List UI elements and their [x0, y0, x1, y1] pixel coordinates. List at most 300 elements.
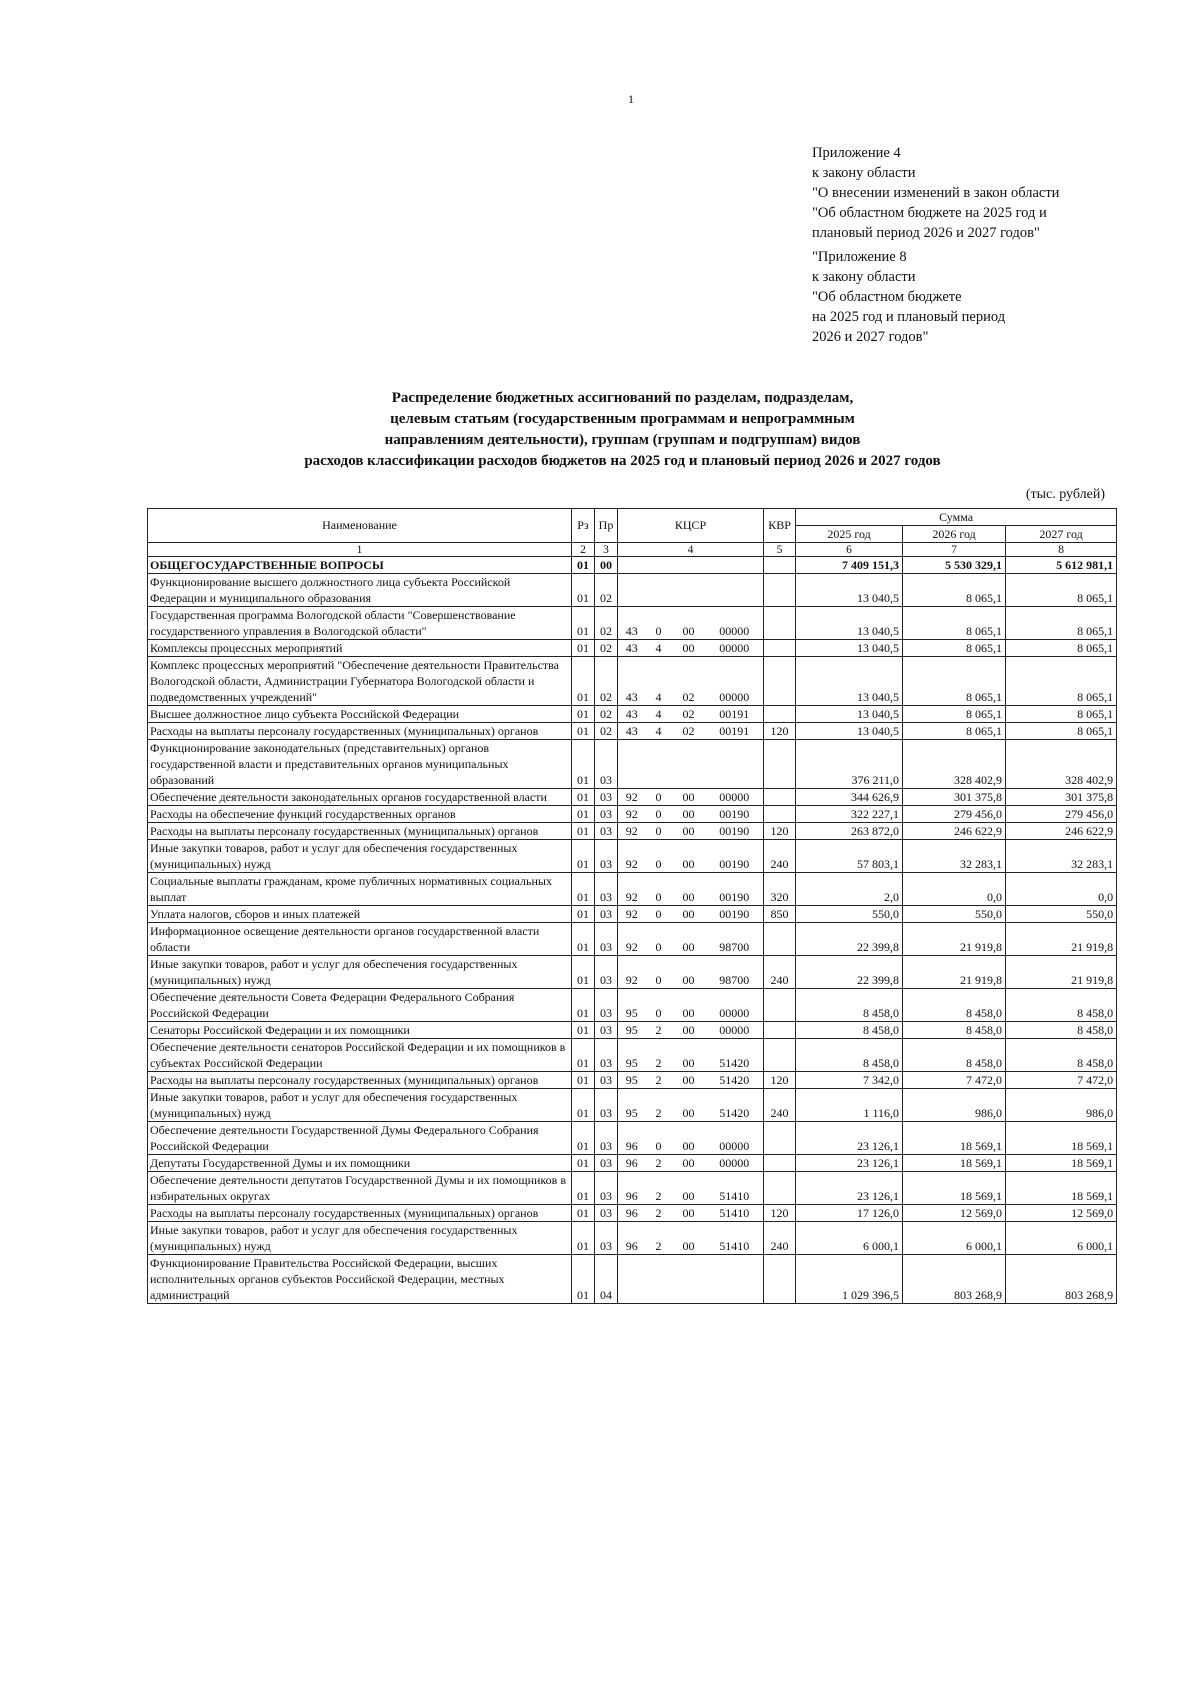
row-sum-2026: 8 458,0	[903, 989, 1006, 1022]
appendix-line: 2026 и 2027 годов"	[812, 329, 929, 345]
title-line: целевым статьям (государственным программам и непрограммным	[390, 411, 855, 427]
row-rz: 01	[572, 1039, 595, 1072]
row-kvr	[764, 1172, 796, 1205]
row-kcsr-group: 00	[672, 1122, 706, 1155]
row-kcsr-direction: 51410	[706, 1205, 764, 1222]
row-kcsr-type: 4	[646, 657, 672, 706]
row-name: Обеспечение деятельности Государственной Думы Федерального Собрания Российской Федерации	[148, 1122, 572, 1155]
row-kvr: 850	[764, 906, 796, 923]
row-sum-2026: 6 000,1	[903, 1222, 1006, 1255]
table-row	[148, 723, 1117, 740]
appendix-line: на 2025 год и плановый период	[812, 309, 1006, 325]
row-kcsr-program: 92	[618, 823, 646, 840]
row-name: Комплексы процессных мероприятий	[148, 640, 572, 657]
row-rz: 01	[572, 657, 595, 706]
row-rz: 01	[572, 1122, 595, 1155]
row-sum-2026: 8 065,1	[903, 657, 1006, 706]
row-sum-2025: 22 399,8	[796, 923, 903, 956]
table-row	[148, 1039, 1117, 1072]
row-kcsr-group: 02	[672, 657, 706, 706]
row-kcsr-direction	[706, 574, 764, 607]
row-kcsr-direction: 00000	[706, 789, 764, 806]
row-rz: 01	[572, 956, 595, 989]
row-sum-2025: 13 040,5	[796, 723, 903, 740]
row-pr: 03	[595, 840, 618, 873]
table-row	[148, 1122, 1117, 1155]
row-sum-2026: 18 569,1	[903, 1172, 1006, 1205]
row-sum-2027: 32 283,1	[1006, 840, 1117, 873]
row-kcsr-program	[618, 557, 646, 574]
table-row	[148, 706, 1117, 723]
row-rz: 01	[572, 1172, 595, 1205]
row-sum-2026: 5 530 329,1	[903, 557, 1006, 574]
header-2027: 2027 год	[1006, 526, 1117, 543]
row-pr: 03	[595, 1205, 618, 1222]
units-label: (тыс. рублей)	[1025, 487, 1105, 502]
row-kvr	[764, 574, 796, 607]
row-kcsr-group	[672, 574, 706, 607]
title-line: направлениям деятельности), группам (группам и подгруппам) видов	[384, 432, 861, 448]
row-kcsr-type: 4	[646, 706, 672, 723]
row-sum-2027: 8 458,0	[1006, 1039, 1117, 1072]
row-sum-2025: 2,0	[796, 873, 903, 906]
row-kvr	[764, 557, 796, 574]
row-sum-2025: 1 116,0	[796, 1089, 903, 1122]
row-kvr: 120	[764, 1072, 796, 1089]
row-sum-2027: 18 569,1	[1006, 1122, 1117, 1155]
row-name: Функционирование Правительства Российской Федерации, высших исполнительных органов субъектов Российской Федерации, местных администраций	[148, 1255, 572, 1304]
row-sum-2025: 8 458,0	[796, 1022, 903, 1039]
row-kcsr-direction: 51420	[706, 1089, 764, 1122]
row-pr: 03	[595, 906, 618, 923]
row-sum-2027: 5 612 981,1	[1006, 557, 1117, 574]
row-name: Обеспечение деятельности депутатов Государственной Думы и их помощников в избирательных округах	[148, 1172, 572, 1205]
row-sum-2026: 18 569,1	[903, 1155, 1006, 1172]
row-kcsr-direction: 51410	[706, 1222, 764, 1255]
row-kcsr-type: 2	[646, 1172, 672, 1205]
header-name: Наименование	[148, 509, 572, 543]
row-kcsr-direction: 00191	[706, 723, 764, 740]
table-row	[148, 823, 1117, 840]
table-row	[148, 640, 1117, 657]
row-kcsr-group: 02	[672, 723, 706, 740]
row-kcsr-program	[618, 1255, 646, 1304]
row-kcsr-direction: 00190	[706, 906, 764, 923]
row-sum-2025: 7 342,0	[796, 1072, 903, 1089]
row-kcsr-group: 00	[672, 1205, 706, 1222]
appendix-line: к закону области	[812, 165, 916, 181]
row-kcsr-program: 43	[618, 607, 646, 640]
row-sum-2027: 328 402,9	[1006, 740, 1117, 789]
row-sum-2025: 6 000,1	[796, 1222, 903, 1255]
row-sum-2025: 17 126,0	[796, 1205, 903, 1222]
row-kcsr-type: 0	[646, 806, 672, 823]
row-name: Комплекс процессных мероприятий "Обеспечение деятельности Правительства Вологодской области, Администрации Губернатора Вологодской области и подведомственных учреждений"	[148, 657, 572, 706]
row-kvr	[764, 806, 796, 823]
row-kcsr-program: 43	[618, 723, 646, 740]
row-sum-2026: 8 065,1	[903, 607, 1006, 640]
row-pr: 03	[595, 1089, 618, 1122]
row-sum-2026: 8 065,1	[903, 723, 1006, 740]
row-rz: 01	[572, 1072, 595, 1089]
row-kcsr-type: 0	[646, 906, 672, 923]
row-kcsr-direction: 51420	[706, 1039, 764, 1072]
row-pr: 03	[595, 1172, 618, 1205]
row-kcsr-program: 95	[618, 1039, 646, 1072]
row-kcsr-type	[646, 740, 672, 789]
table-row	[148, 574, 1117, 607]
row-kcsr-type: 2	[646, 1155, 672, 1172]
row-kcsr-program: 95	[618, 989, 646, 1022]
row-pr: 03	[595, 1155, 618, 1172]
row-kcsr-type: 2	[646, 1039, 672, 1072]
row-rz: 01	[572, 706, 595, 723]
row-pr: 03	[595, 923, 618, 956]
row-name: Информационное освещение деятельности органов государственной власти области	[148, 923, 572, 956]
row-name: Функционирование высшего должностного лица субъекта Российской Федерации и муниципального образования	[148, 574, 572, 607]
row-kcsr-type: 2	[646, 1222, 672, 1255]
row-kcsr-program: 96	[618, 1222, 646, 1255]
row-kcsr-group: 00	[672, 923, 706, 956]
row-name: Расходы на выплаты персоналу государственных (муниципальных) органов	[148, 723, 572, 740]
row-name: Обеспечение деятельности сенаторов Российской Федерации и их помощников в субъектах Российской Федерации	[148, 1039, 572, 1072]
row-sum-2026: 21 919,8	[903, 956, 1006, 989]
row-sum-2027: 18 569,1	[1006, 1172, 1117, 1205]
row-kvr: 120	[764, 723, 796, 740]
row-kcsr-program: 96	[618, 1205, 646, 1222]
row-sum-2025: 23 126,1	[796, 1122, 903, 1155]
row-sum-2026: 12 569,0	[903, 1205, 1006, 1222]
row-kcsr-direction: 51410	[706, 1172, 764, 1205]
table-row	[148, 1255, 1117, 1304]
table-row	[148, 607, 1117, 640]
row-name: Уплата налогов, сборов и иных платежей	[148, 906, 572, 923]
row-rz: 01	[572, 740, 595, 789]
row-sum-2025: 13 040,5	[796, 657, 903, 706]
table-row	[148, 906, 1117, 923]
row-rz: 01	[572, 989, 595, 1022]
row-sum-2027: 12 569,0	[1006, 1205, 1117, 1222]
row-kcsr-direction: 00000	[706, 657, 764, 706]
title-line: Распределение бюджетных ассигнований по разделам, подразделам,	[391, 390, 854, 406]
col-number: 5	[764, 543, 796, 557]
row-kcsr-group: 00	[672, 1155, 706, 1172]
row-sum-2027: 8 065,1	[1006, 640, 1117, 657]
table-row	[148, 1155, 1117, 1172]
row-pr: 03	[595, 806, 618, 823]
row-kcsr-program	[618, 574, 646, 607]
row-sum-2025: 22 399,8	[796, 956, 903, 989]
appendix-line: "Приложение 8	[812, 249, 907, 265]
row-kcsr-group: 00	[672, 989, 706, 1022]
row-sum-2027: 279 456,0	[1006, 806, 1117, 823]
row-kcsr-direction: 00000	[706, 1155, 764, 1172]
appendix-note	[812, 143, 1059, 347]
row-kcsr-direction: 98700	[706, 923, 764, 956]
header-2026: 2026 год	[903, 526, 1006, 543]
row-sum-2027: 8 458,0	[1006, 989, 1117, 1022]
appendix-line: плановый период 2026 и 2027 годов"	[812, 225, 1040, 241]
row-pr: 00	[595, 557, 618, 574]
row-sum-2025: 13 040,5	[796, 640, 903, 657]
row-kvr	[764, 1155, 796, 1172]
row-name: Обеспечение деятельности Совета Федерации Федерального Собрания Российской Федерации	[148, 989, 572, 1022]
row-rz: 01	[572, 840, 595, 873]
row-kcsr-group: 00	[672, 873, 706, 906]
row-kcsr-direction: 00000	[706, 989, 764, 1022]
row-kvr	[764, 1122, 796, 1155]
row-kcsr-type	[646, 1255, 672, 1304]
row-kvr	[764, 607, 796, 640]
row-sum-2025: 23 126,1	[796, 1172, 903, 1205]
row-kcsr-group: 00	[672, 789, 706, 806]
header-2025: 2025 год	[796, 526, 903, 543]
row-kvr	[764, 1255, 796, 1304]
row-name: Сенаторы Российской Федерации и их помощники	[148, 1022, 572, 1039]
row-sum-2026: 301 375,8	[903, 789, 1006, 806]
row-kcsr-type: 2	[646, 1022, 672, 1039]
row-kcsr-direction: 00190	[706, 806, 764, 823]
row-sum-2026: 986,0	[903, 1089, 1006, 1122]
row-rz: 01	[572, 906, 595, 923]
row-sum-2025: 263 872,0	[796, 823, 903, 840]
row-kvr: 320	[764, 873, 796, 906]
row-name: Расходы на обеспечение функций государственных органов	[148, 806, 572, 823]
row-sum-2027: 803 268,9	[1006, 1255, 1117, 1304]
row-kvr	[764, 640, 796, 657]
row-kcsr-group: 00	[672, 806, 706, 823]
row-pr: 03	[595, 1222, 618, 1255]
row-kvr	[764, 657, 796, 706]
row-kvr	[764, 740, 796, 789]
row-kcsr-group: 00	[672, 906, 706, 923]
row-name: Социальные выплаты гражданам, кроме публичных нормативных социальных выплат	[148, 873, 572, 906]
row-kcsr-group: 00	[672, 956, 706, 989]
header-kvr: КВР	[764, 509, 796, 543]
row-kcsr-type	[646, 557, 672, 574]
row-kvr: 240	[764, 1089, 796, 1122]
row-sum-2026: 21 919,8	[903, 923, 1006, 956]
row-sum-2026: 8 065,1	[903, 640, 1006, 657]
table-row	[148, 789, 1117, 806]
table-row	[148, 806, 1117, 823]
row-pr: 02	[595, 574, 618, 607]
row-sum-2027: 301 375,8	[1006, 789, 1117, 806]
header-pr: Пр	[595, 509, 618, 543]
row-sum-2026: 8 458,0	[903, 1022, 1006, 1039]
row-kcsr-type: 4	[646, 723, 672, 740]
row-sum-2025: 23 126,1	[796, 1155, 903, 1172]
table-row	[148, 956, 1117, 989]
document-title	[150, 388, 1095, 472]
row-kcsr-program: 43	[618, 657, 646, 706]
row-kcsr-direction	[706, 557, 764, 574]
row-sum-2027: 8 065,1	[1006, 607, 1117, 640]
row-name: ОБЩЕГОСУДАРСТВЕННЫЕ ВОПРОСЫ	[148, 557, 572, 574]
row-sum-2027: 7 472,0	[1006, 1072, 1117, 1089]
row-pr: 03	[595, 1039, 618, 1072]
row-sum-2027: 21 919,8	[1006, 923, 1117, 956]
col-number: 2	[572, 543, 595, 557]
row-sum-2026: 18 569,1	[903, 1122, 1006, 1155]
title-line: расходов классификации расходов бюджетов на 2025 год и плановый период 2026 и 2027 годов	[304, 453, 941, 469]
row-pr: 03	[595, 1022, 618, 1039]
row-kcsr-group: 00	[672, 1222, 706, 1255]
row-sum-2026: 328 402,9	[903, 740, 1006, 789]
row-sum-2027: 0,0	[1006, 873, 1117, 906]
row-kcsr-type	[646, 574, 672, 607]
row-kcsr-group: 00	[672, 640, 706, 657]
row-sum-2026: 279 456,0	[903, 806, 1006, 823]
row-kcsr-direction: 00000	[706, 1022, 764, 1039]
row-rz: 01	[572, 1022, 595, 1039]
row-sum-2027: 8 458,0	[1006, 1022, 1117, 1039]
row-sum-2027: 6 000,1	[1006, 1222, 1117, 1255]
row-rz: 01	[572, 806, 595, 823]
row-sum-2025: 13 040,5	[796, 607, 903, 640]
row-kcsr-type: 2	[646, 1072, 672, 1089]
row-name: Иные закупки товаров, работ и услуг для обеспечения государственных (муниципальных) нужд	[148, 1089, 572, 1122]
row-sum-2027: 550,0	[1006, 906, 1117, 923]
table-row	[148, 989, 1117, 1022]
appendix-line: "О внесении изменений в закон области	[812, 185, 1060, 201]
table-row	[148, 873, 1117, 906]
row-rz: 01	[572, 789, 595, 806]
row-kcsr-direction: 00190	[706, 840, 764, 873]
table-row	[148, 1172, 1117, 1205]
row-pr: 03	[595, 956, 618, 989]
row-kcsr-group: 00	[672, 1089, 706, 1122]
row-kcsr-group: 00	[672, 1022, 706, 1039]
col-number: 6	[796, 543, 903, 557]
row-kcsr-program: 95	[618, 1022, 646, 1039]
col-number: 8	[1006, 543, 1117, 557]
row-kvr	[764, 1022, 796, 1039]
appendix-line: "Об областном бюджете	[812, 289, 962, 305]
row-name: Обеспечение деятельности законодательных органов государственной власти	[148, 789, 572, 806]
row-kcsr-program: 96	[618, 1122, 646, 1155]
row-kcsr-type: 0	[646, 989, 672, 1022]
table-row	[148, 557, 1117, 574]
page-number: 1	[628, 92, 634, 106]
row-kcsr-program: 95	[618, 1072, 646, 1089]
row-name: Расходы на выплаты персоналу государственных (муниципальных) органов	[148, 1072, 572, 1089]
row-kcsr-type: 0	[646, 840, 672, 873]
row-pr: 03	[595, 989, 618, 1022]
row-kcsr-group: 00	[672, 1072, 706, 1089]
row-rz: 01	[572, 640, 595, 657]
row-kcsr-group: 00	[672, 840, 706, 873]
row-kcsr-program: 96	[618, 1155, 646, 1172]
table-row	[148, 1205, 1117, 1222]
budget-table	[147, 508, 1117, 1304]
row-rz: 01	[572, 557, 595, 574]
row-name: Государственная программа Вологодской области "Совершенствование государственного управления в Вологодской области"	[148, 607, 572, 640]
row-rz: 01	[572, 1255, 595, 1304]
row-kvr	[764, 989, 796, 1022]
table-row	[148, 740, 1117, 789]
row-name: Депутаты Государственной Думы и их помощники	[148, 1155, 572, 1172]
row-kcsr-program: 95	[618, 1089, 646, 1122]
row-kvr	[764, 923, 796, 956]
row-pr: 03	[595, 873, 618, 906]
row-pr: 02	[595, 723, 618, 740]
row-pr: 03	[595, 823, 618, 840]
row-kcsr-program: 92	[618, 923, 646, 956]
row-sum-2025: 8 458,0	[796, 1039, 903, 1072]
row-sum-2026: 246 622,9	[903, 823, 1006, 840]
row-kvr: 240	[764, 956, 796, 989]
row-kcsr-type: 0	[646, 923, 672, 956]
row-name: Иные закупки товаров, работ и услуг для обеспечения государственных (муниципальных) нужд	[148, 840, 572, 873]
table-row	[148, 1222, 1117, 1255]
row-name: Высшее должностное лицо субъекта Российской Федерации	[148, 706, 572, 723]
row-kcsr-program: 92	[618, 873, 646, 906]
appendix-block-1	[812, 143, 1059, 243]
row-sum-2027: 8 065,1	[1006, 706, 1117, 723]
row-pr: 03	[595, 789, 618, 806]
table-row	[148, 840, 1117, 873]
row-kcsr-group: 00	[672, 1172, 706, 1205]
row-rz: 01	[572, 923, 595, 956]
table-row	[148, 1022, 1117, 1039]
row-sum-2025: 376 211,0	[796, 740, 903, 789]
row-sum-2027: 246 622,9	[1006, 823, 1117, 840]
row-kcsr-direction: 51420	[706, 1072, 764, 1089]
table-body	[148, 557, 1117, 1304]
row-kcsr-program: 92	[618, 956, 646, 989]
row-name: Расходы на выплаты персоналу государственных (муниципальных) органов	[148, 1205, 572, 1222]
row-pr: 02	[595, 706, 618, 723]
row-kvr	[764, 1039, 796, 1072]
row-sum-2026: 7 472,0	[903, 1072, 1006, 1089]
row-rz: 01	[572, 607, 595, 640]
row-name: Расходы на выплаты персоналу государственных (муниципальных) органов	[148, 823, 572, 840]
col-number: 4	[618, 543, 764, 557]
header-kcsr: КЦСР	[618, 509, 764, 543]
row-kcsr-group: 00	[672, 1039, 706, 1072]
row-kcsr-group	[672, 1255, 706, 1304]
row-kcsr-direction: 00000	[706, 1122, 764, 1155]
row-pr: 03	[595, 1072, 618, 1089]
row-kvr: 240	[764, 840, 796, 873]
row-sum-2025: 13 040,5	[796, 574, 903, 607]
appendix-line: Приложение 4	[812, 145, 901, 161]
row-sum-2025: 7 409 151,3	[796, 557, 903, 574]
row-rz: 01	[572, 1155, 595, 1172]
col-number: 3	[595, 543, 618, 557]
row-kcsr-type: 0	[646, 823, 672, 840]
row-kcsr-program: 96	[618, 1172, 646, 1205]
row-rz: 01	[572, 1089, 595, 1122]
row-sum-2027: 21 919,8	[1006, 956, 1117, 989]
row-sum-2025: 13 040,5	[796, 706, 903, 723]
row-sum-2027: 18 569,1	[1006, 1155, 1117, 1172]
row-kcsr-program	[618, 740, 646, 789]
row-kcsr-direction: 00191	[706, 706, 764, 723]
row-name: Иные закупки товаров, работ и услуг для обеспечения государственных (муниципальных) нужд	[148, 956, 572, 989]
row-kcsr-direction	[706, 740, 764, 789]
header-sum: Сумма	[796, 509, 1117, 526]
row-pr: 03	[595, 740, 618, 789]
row-sum-2026: 0,0	[903, 873, 1006, 906]
row-pr: 04	[595, 1255, 618, 1304]
row-sum-2026: 8 458,0	[903, 1039, 1006, 1072]
row-pr: 02	[595, 607, 618, 640]
row-sum-2025: 1 029 396,5	[796, 1255, 903, 1304]
row-kcsr-group: 02	[672, 706, 706, 723]
col-number: 1	[148, 543, 572, 557]
